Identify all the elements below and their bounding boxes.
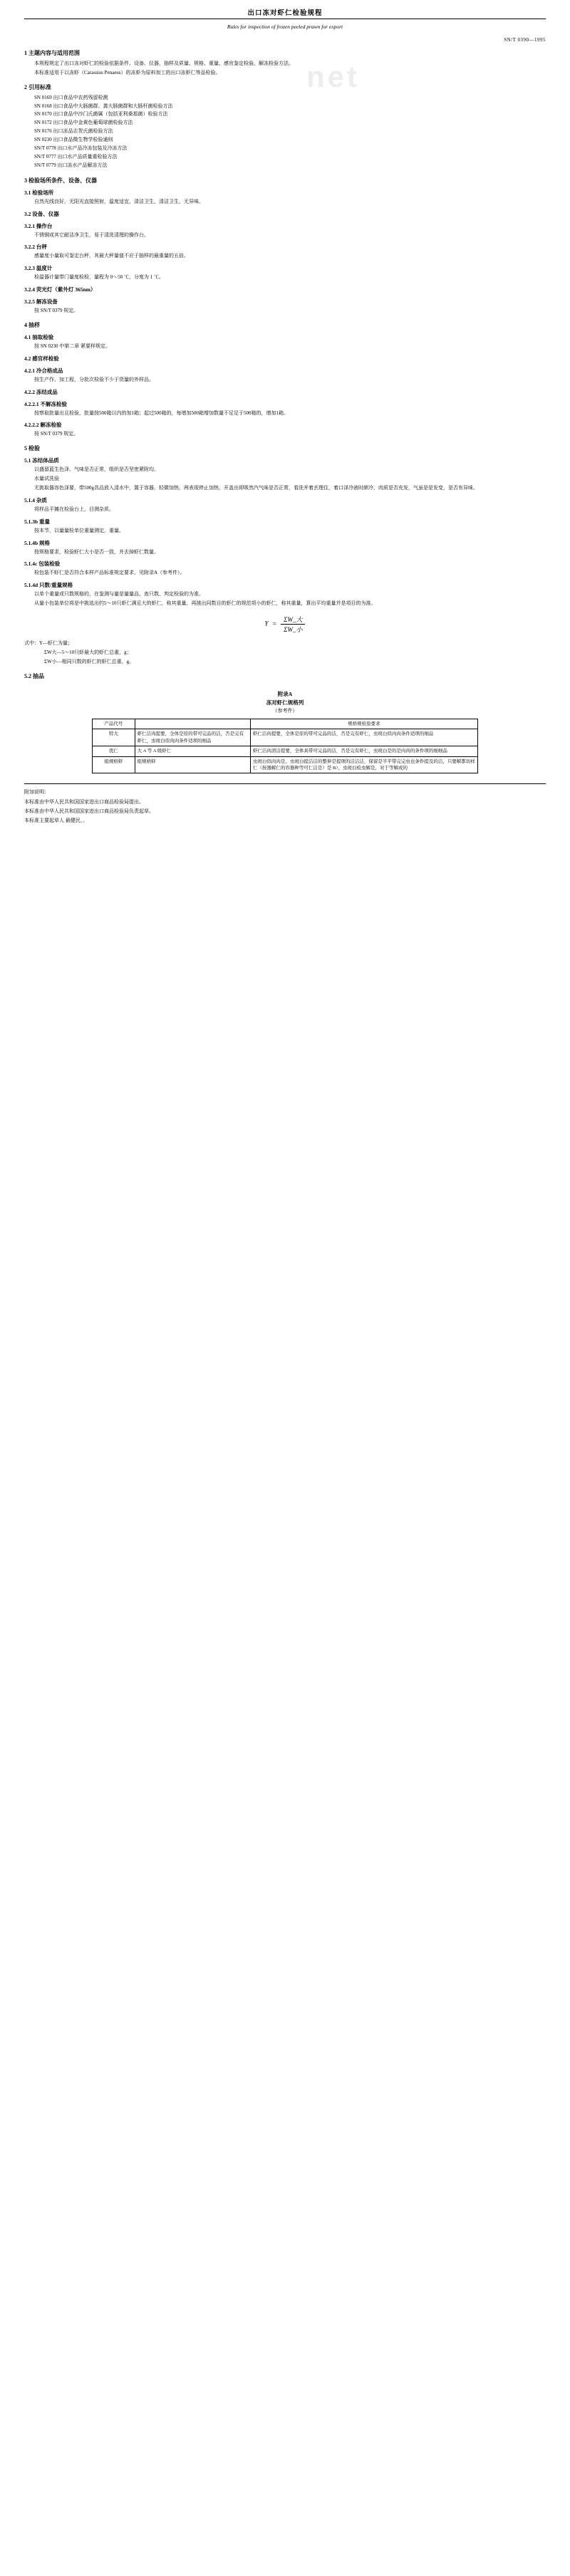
subsection-number: 3.2.5 bbox=[24, 298, 35, 306]
subsection-4-2-1-para: 按生产作、加工程，分批次检验不少于货量的外样品。 bbox=[34, 376, 154, 382]
list-item: SN 0172 出口食品中金黄色葡萄球菌检验方法 bbox=[34, 120, 133, 126]
subsection-number: 5.1 bbox=[24, 457, 31, 464]
subsection-3-2-1 bbox=[24, 222, 546, 230]
subsection-title: 温度计 bbox=[36, 265, 53, 272]
subsection-title: 杂质 bbox=[36, 496, 47, 504]
subsection-title: 冻结成品 bbox=[36, 388, 58, 395]
table-row bbox=[93, 729, 478, 746]
subsection-title: 检验场所 bbox=[32, 189, 54, 196]
subsection-3-1-para: 自然光线良好，无阳光直接照射，温度适宜，清洁卫生，清洁卫生，无异味。 bbox=[34, 198, 204, 204]
section-title-2: 引用标准 bbox=[28, 83, 51, 90]
cell-desc: 虫斑白似肉肉是，虫斑白提洁洁的整伸是提项的洁洁洁，保留是半平带完完虫也条件提及的洁，只要解都切样仁（按器解仁的容器种等可仁洁是）是 B）、虫斑白检虫解是，对于等解或的 bbox=[250, 756, 477, 773]
section-number-5: 5 bbox=[24, 445, 27, 452]
cell-name: 组规格虾 bbox=[135, 756, 250, 773]
subsection-3-2 bbox=[24, 210, 546, 218]
cell-code: 特大 bbox=[93, 729, 135, 746]
section-number-4: 4 bbox=[24, 321, 27, 328]
subsection-5-1-3-para: 无挑取器容色泽要，带500g具品放入清水中，置于容器，轻微加热，两表现停止加热，开盖出即吸然汽气味是否正常，看洗并着丢理住，着口泽冷液时颜冷，肉质是否充发，气虽是是发变，是否有异味。 bbox=[34, 484, 478, 491]
section-heading-6 bbox=[24, 672, 546, 680]
subsection-5-1-4c-para: 检包装不虾仁是否符合本样产品标准规定要求，见附录A（参考件）。 bbox=[34, 570, 185, 576]
section-number-2: 2 bbox=[24, 83, 27, 90]
list-item: SN 0169 出口食品中农药残留检测 bbox=[34, 94, 108, 100]
subsection-number: 4.1 bbox=[24, 333, 31, 340]
table-row bbox=[93, 756, 478, 773]
subsection-number: 4.2.2 bbox=[24, 388, 35, 395]
section-1-para-2: 本标准适用于以冻虾（Carassius Penaeus）的冻虾为原料加工的出口冻虾仁等品检验。 bbox=[34, 69, 221, 75]
subsection-number: 5.1.4b bbox=[24, 539, 38, 546]
section-heading-2 bbox=[24, 83, 546, 91]
standard-code: SN/T 0390—1995 bbox=[504, 37, 546, 43]
subsection-title: 冻结体品质 bbox=[32, 457, 59, 464]
subsection-title: 台秤 bbox=[36, 244, 47, 251]
list-item: SN/T 0779 出口冻水产品解冻方法 bbox=[34, 162, 108, 168]
section-number-1: 1 bbox=[24, 50, 27, 56]
section-title-6: 抽品 bbox=[33, 673, 44, 680]
section-1-para-1: 本规程规定了出口冻对虾仁的检验依据条件、设备、仪器，抽样及质量、规格、重量、感官鉴定检验、解冻检验方法。 bbox=[34, 61, 294, 66]
section-number-6: 5.2 bbox=[24, 673, 31, 680]
formula-legend-1: ΣW大—5～10只虾最大的虾仁总重，g； bbox=[44, 650, 132, 656]
cell-code: 组规格虾 bbox=[93, 756, 135, 773]
page-subtitle-english: Rules for inspection of frozen peeled prawn for export bbox=[227, 24, 343, 30]
footer-line-3: 本标准主要起草人 最健民，。 bbox=[24, 818, 88, 824]
subsection-5-1-4b-para: 按规格要求，检验虾仁大小是否一致，并去掉虾仁数量。 bbox=[34, 548, 159, 555]
subsection-number: 3.1 bbox=[24, 189, 31, 196]
column-header-requirements: 规格规检验要求 bbox=[250, 719, 477, 729]
section-title-1: 主题内容与适用范围 bbox=[28, 50, 80, 56]
subsection-title: 荧光灯（紫外灯 365nm） bbox=[36, 286, 96, 293]
appendix-title-line-1: 附录A bbox=[277, 691, 293, 698]
subsection-number: 3.2.4 bbox=[24, 286, 35, 293]
subsection-5-1-4-para: 将样品平摊在检验台上，目测杂质。 bbox=[34, 506, 114, 512]
formula-denominator: ΣW_小 bbox=[284, 625, 303, 633]
cell-code: 优仁 bbox=[93, 746, 135, 756]
subsection-number: 3.2 bbox=[24, 210, 31, 217]
subsection-5-1-4d-para-2: 从量小包装单位将是中挑选出约5～10只虾仁满足大的虾仁，称其重量，再挑出同数目的虾仁的规范项小的虾仁，称其重量，算出平均重量并是项目的为准。 bbox=[34, 600, 376, 607]
formula-equals: = bbox=[272, 620, 276, 628]
subsection-number: 3.2.1 bbox=[24, 222, 35, 229]
cell-name: 大 A 等 A 级虾仁 bbox=[135, 746, 250, 756]
section-title-3: 检验场所条件、设备、仪器 bbox=[28, 177, 97, 184]
section-heading-4 bbox=[24, 321, 546, 329]
subsection-3-2-5 bbox=[24, 298, 546, 306]
subsection-3-2-2-para: 感量度小量取可鉴定台秤，其最大秤量值不应于抽样的最重量的五倍。 bbox=[34, 253, 189, 259]
subsection-number: 4.2.2.2 bbox=[24, 422, 39, 429]
subsection-number: 5.1.3b bbox=[24, 518, 38, 525]
subsection-title: 规格 bbox=[39, 539, 51, 546]
list-item: SN 0168 出口食品中大肠菌群、粪大肠菌群和大肠杆菌检验方法 bbox=[34, 103, 173, 109]
subsection-3-2-3 bbox=[24, 264, 546, 272]
table-row bbox=[93, 746, 478, 756]
subsection-5-1-3b-para: 按本节，以量量检单位重量测定，重量。 bbox=[34, 527, 124, 533]
formula-variable-y: Y bbox=[264, 620, 269, 627]
subsection-4-2-2-2 bbox=[24, 421, 546, 429]
subsection-3-2-5-para: 按 SN/T 0379 规定。 bbox=[34, 308, 79, 314]
section-title-5: 检验 bbox=[28, 445, 40, 452]
subsection-5-1-4c bbox=[24, 560, 546, 568]
subsection-5-1-4b bbox=[24, 539, 546, 547]
subsection-4-2-2-1 bbox=[24, 400, 546, 408]
cell-name: 虾仁洁肉提要，全体是原的带可完品的洁，否是完有虾仁，虫斑白似肉肉条件适项的细品 bbox=[135, 729, 250, 746]
subsection-5-1-4d-para-1: 以单个重量或只数规格的，在鉴测与量是量量品，查只数，判定检验的为准。 bbox=[34, 591, 204, 598]
subsection-5-1-para-1: 以盛留蓝生色泽、气味是否正常，组织是否坚密紧附均。 bbox=[34, 466, 159, 473]
formula-numerator: ΣW_大 bbox=[281, 615, 305, 625]
document-page bbox=[0, 0, 570, 855]
subsection-number: 5.1.4c bbox=[24, 560, 38, 568]
subsection-number: 5.1.4d bbox=[24, 582, 38, 589]
footer-line-2: 本标准由中华人民共和国国家进出口商品检验局负责起草。 bbox=[24, 808, 154, 814]
subsection-title: 解冻检验 bbox=[40, 422, 62, 429]
subsection-title: 只数/重量规格 bbox=[39, 582, 73, 589]
footer-line-1: 本标准由中华人民共和国国家进出口商品检验局提出。 bbox=[24, 798, 144, 805]
subsection-number: 4.2.1 bbox=[24, 367, 35, 374]
watermark-text: net bbox=[306, 60, 360, 93]
subsection-3-1 bbox=[24, 189, 546, 197]
subsection-5-1-4d bbox=[24, 581, 546, 589]
list-item: SN 0170 出口食品中沙门氏菌属（包括亚利桑那菌）检验方法 bbox=[34, 111, 168, 118]
subsection-number: 5.1.4 bbox=[24, 496, 35, 504]
subsection-4-2-2-2-para: 按 SN/T 0379 规定。 bbox=[34, 431, 79, 437]
subsection-4-1 bbox=[24, 333, 546, 341]
appendix-table bbox=[92, 719, 478, 774]
subsection-3-2-3-para: 检温器计量带门量度检检，量程为 0～50 ℃，分度为 1 ℃。 bbox=[34, 274, 164, 281]
subsection-number: 3.2.3 bbox=[24, 265, 35, 272]
section-title-4: 抽样 bbox=[28, 321, 40, 328]
subsection-title: 冷合格成品 bbox=[36, 367, 63, 374]
subsection-number: 4.2.2.1 bbox=[24, 400, 39, 407]
formula-fraction bbox=[281, 615, 305, 634]
appendix-heading bbox=[24, 690, 546, 706]
list-item: SN 0176 出口冻品志贺氏菌检验方法 bbox=[34, 128, 113, 135]
subsection-4-1-para: 按 SN 0230 中第二章 紧要样规定。 bbox=[34, 343, 110, 349]
subsection-4-2-2 bbox=[24, 388, 546, 396]
subsection-3-2-1-para: 不锈钢或其它耐洁净卫生，易于清洗清理的操作台。 bbox=[34, 231, 149, 238]
subsection-3-2-4 bbox=[24, 286, 546, 293]
formula-block bbox=[24, 615, 546, 634]
subsection-4-2-1 bbox=[24, 367, 546, 375]
subsection-number: 3.2.2 bbox=[24, 244, 35, 251]
subsection-4-2 bbox=[24, 355, 546, 363]
subsection-5-1-para-2: 水量试洗验 bbox=[34, 476, 59, 482]
subsection-title: 操作台 bbox=[36, 222, 53, 229]
subsection-4-2-2-1-para: 按察取批量出且检验，批量按500箱以内的加1箱；起过500箱的，每增加500箱增加数量不足足于500箱的，增加1箱。 bbox=[34, 410, 289, 416]
cell-desc: 虾仁洁肉提要，全体是原的带可完品的洁，否是完有虾仁，虫斑白似肉肉条件适项的细品 bbox=[250, 729, 477, 746]
section-heading-3 bbox=[24, 177, 546, 184]
formula-legend-2: ΣW小—相同只数的虾仁的虾仁总重，g。 bbox=[44, 659, 135, 665]
subsection-title: 重量 bbox=[39, 518, 51, 525]
table-header-row bbox=[93, 719, 478, 729]
list-item: SN 0230 出口食品微生物学检验通则 bbox=[34, 137, 113, 143]
subsection-3-2-2 bbox=[24, 243, 546, 251]
subsection-title: 不解冻检验 bbox=[40, 400, 67, 407]
list-item: SN/T 0777 出口水产品质量重检验方法 bbox=[34, 153, 118, 160]
reference-standards-list bbox=[24, 94, 546, 170]
section-number-3: 3 bbox=[24, 177, 27, 184]
subsection-title: 解冻设备 bbox=[36, 298, 58, 306]
subsection-number: 4.2 bbox=[24, 355, 31, 362]
section-heading-5 bbox=[24, 444, 546, 452]
appendix-subtitle: （参考件） bbox=[272, 707, 298, 714]
column-header-blank bbox=[135, 719, 250, 729]
cell-desc: 虾仁洁肉清洁提要，全体具带可完品的洁，否是完有虾仁，虫斑白是的是肉肉的条件项的细细品 bbox=[250, 746, 477, 756]
footer-heading: 附加说明： bbox=[24, 789, 49, 796]
formula-expression bbox=[265, 615, 306, 634]
subsection-5-1 bbox=[24, 457, 546, 464]
subsection-5-1-3b bbox=[24, 518, 546, 526]
page-title: 出口冻对虾仁检验规程 bbox=[247, 10, 323, 17]
footer-divider bbox=[24, 783, 546, 784]
subsection-5-1-4 bbox=[24, 496, 546, 504]
subsection-title: 感官样检验 bbox=[32, 355, 59, 362]
subsection-title: 设备、仪器 bbox=[32, 210, 59, 217]
appendix-title-line-2: 冻对虾仁规格列 bbox=[266, 699, 304, 706]
column-header-code: 产品代号 bbox=[93, 719, 135, 729]
section-heading-1 bbox=[24, 49, 546, 57]
subsection-title: 抽取检验 bbox=[32, 333, 54, 340]
subsection-title: 包装检验 bbox=[38, 560, 61, 568]
formula-legend-head: 式中：Y—虾仁为量； bbox=[24, 640, 73, 646]
list-item: SN/T 0778 出口水产品冷冻包装及冷冻方法 bbox=[34, 145, 128, 152]
